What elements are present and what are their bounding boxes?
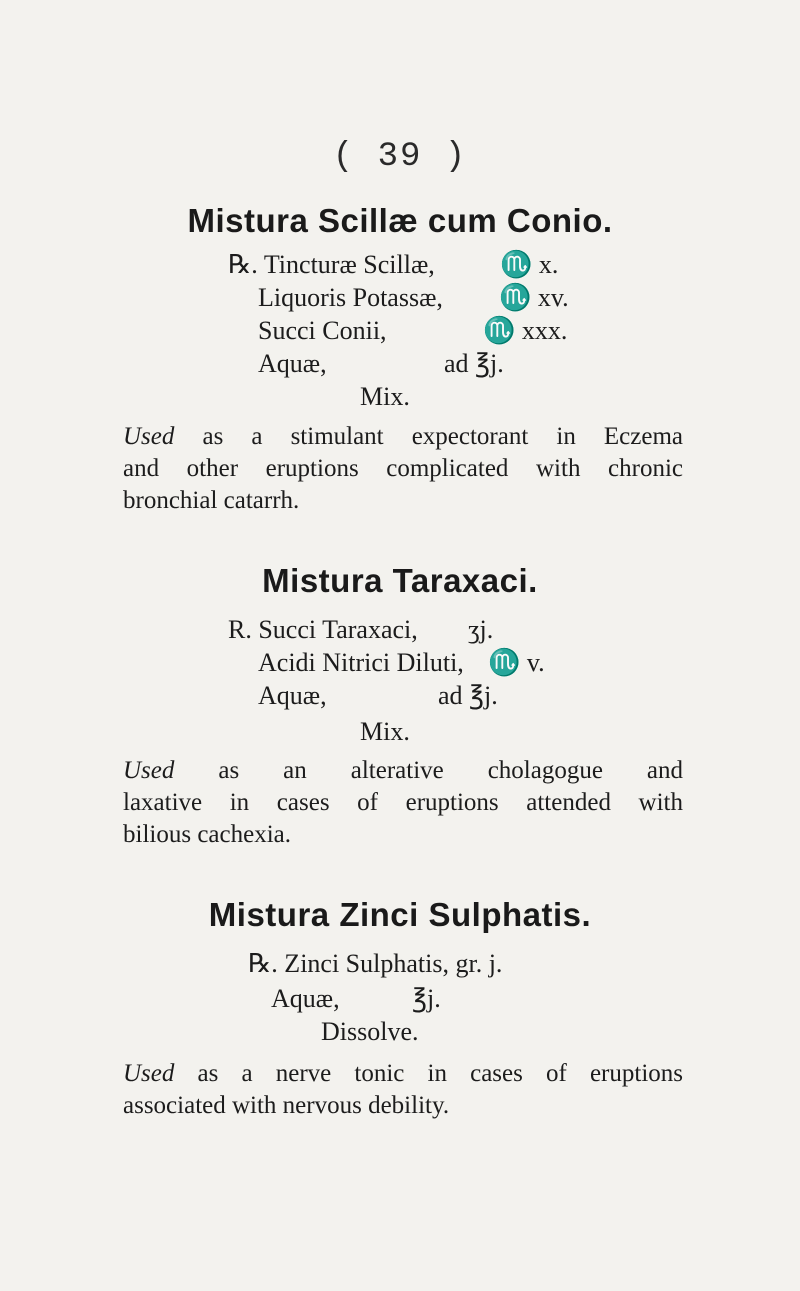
section-title: Mistura Taraxaci. — [262, 562, 538, 599]
ingredient-name: Aquæ, — [258, 349, 327, 378]
ingredient-name: Liquoris Potassæ, — [258, 283, 443, 312]
ingredient-dose: ℥j. — [412, 984, 441, 1013]
ingredient-dose: ad ℥j. — [438, 681, 498, 710]
ingredient-dose: ♏ v. — [488, 648, 545, 677]
used-label: Used — [123, 423, 175, 450]
instruction: Dissolve. — [321, 1017, 419, 1046]
section-title: Mistura Zinci Sulphatis. — [208, 896, 592, 933]
section-title: Mistura Scillæ cum Conio. — [187, 202, 613, 239]
ingredient-name: ℞. Zinci Sulphatis, gr. j. — [248, 949, 503, 978]
ingredient-name: Aquæ, — [271, 984, 340, 1013]
ingredient-dose: ♏ xv. — [499, 283, 569, 312]
ingredient-dose: ♏ xxx. — [483, 316, 568, 345]
instruction: Mix. — [360, 717, 410, 746]
ingredient-dose: ʒj. — [468, 615, 494, 644]
ingredient-name: R. Succi Taraxaci, — [228, 615, 418, 644]
ingredient-dose: ♏ x. — [500, 250, 559, 279]
ingredient-name: Aquæ, — [258, 681, 327, 710]
ingredient-dose: ad ℥j. — [444, 349, 504, 378]
used-label: Used — [123, 1060, 175, 1087]
usage-note: Used as an alterative cholagogue and laxative in cases of eruptions attended with bilious cachexia. — [123, 757, 684, 848]
used-label: Used — [123, 757, 175, 784]
usage-note: Used as a stimulant expectorant in Eczema and other eruptions complicated with chronic bronchial catarrh. — [123, 423, 684, 514]
ingredient-name: Acidi Nitrici Diluti, — [258, 648, 464, 677]
page-number: ( 39 ) — [332, 138, 468, 176]
usage-note: Used as a nerve tonic in cases of eruptions associated with nervous debility. — [123, 1060, 683, 1119]
instruction: Mix. — [360, 382, 410, 411]
ingredient-name: ℞. Tincturæ Scillæ, — [228, 250, 435, 279]
ingredient-name: Succi Conii, — [258, 316, 387, 345]
